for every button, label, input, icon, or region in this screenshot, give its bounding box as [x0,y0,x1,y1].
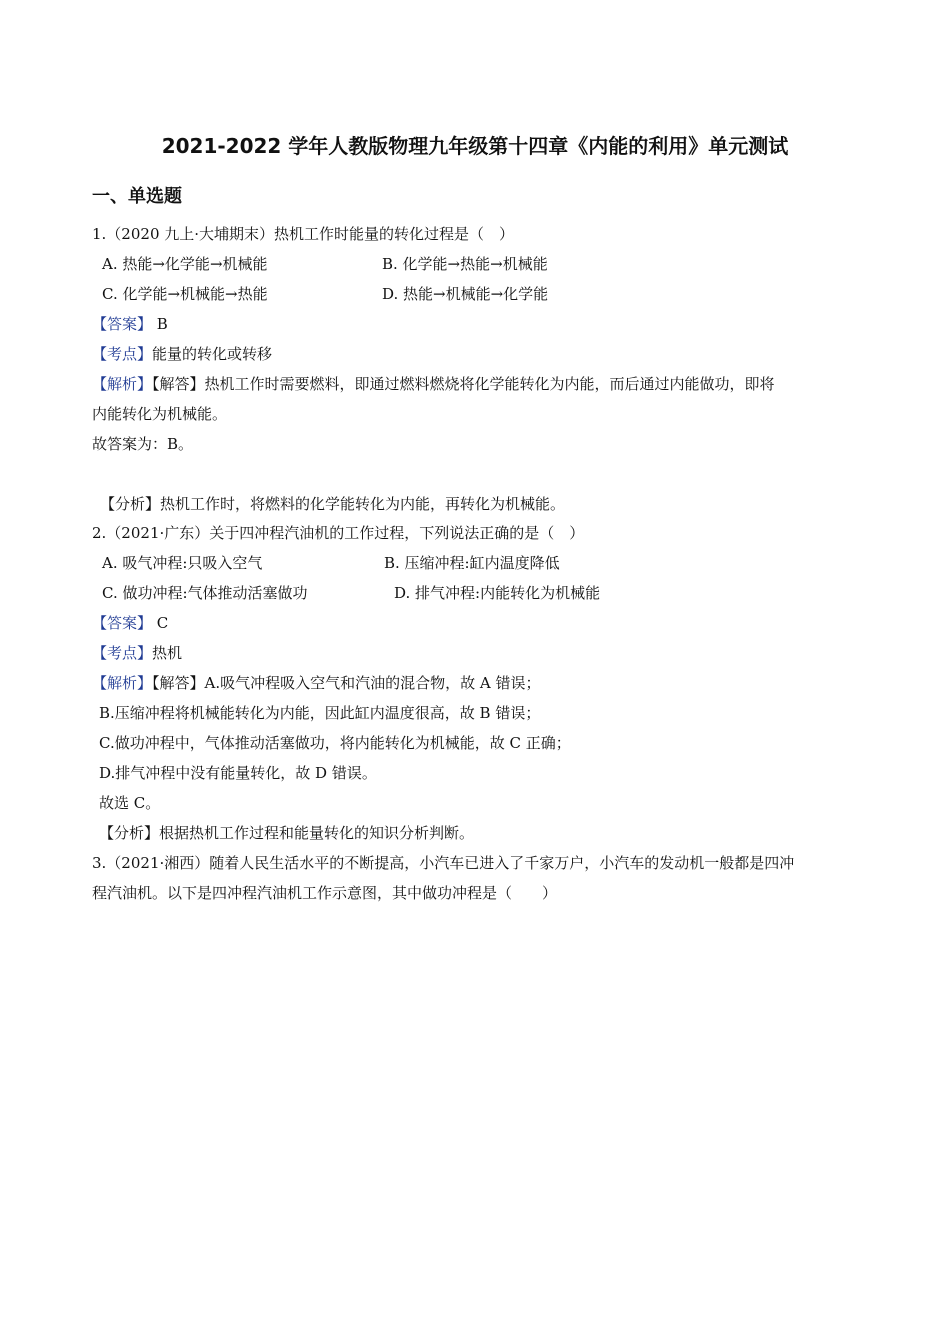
q2-line-c: C.做功冲程中，气体推动活塞做功，将内能转化为机械能，故 C 正确； [99,734,571,752]
q2-answer-value: C [152,614,169,632]
q2-line-b: B.压缩冲程将机械能转化为内能，因此缸内温度很高，故 B 错误； [99,704,541,722]
q1-stem: 1.（2020 九上·大埔期末）热机工作时能量的转化过程是（ ） [92,225,515,243]
point-label: 【考点】 [92,644,153,662]
q2-point [92,638,182,668]
q1-option-d[interactable]: D. 热能→机械能→化学能 [382,285,549,303]
q1-point-value: 能量的转化或转移 [152,345,273,363]
q2-stem: 2.（2021·广东）关于四冲程汽油机的工作过程，下列说法正确的是（ ） [92,524,585,542]
q3-stem-cont: 程汽油机。以下是四冲程汽油机工作示意图，其中做功冲程是（ ） [92,884,558,902]
q2-conclusion: 故选 C。 [99,794,161,812]
q2-analysis [92,668,541,698]
q1-analysis-text: 【解答】热机工作时需要燃料，即通过燃料燃烧将化学能转化为内能，而后通过内能做功，即将 [152,375,775,393]
q1-analysis [92,369,775,399]
q1-option-a[interactable]: A. 热能→化学能→机械能 [102,255,268,273]
q1-option-c[interactable]: C. 化学能→机械能→热能 [102,285,268,303]
q1-analysis-cont: 内能转化为机械能。 [92,405,228,423]
q2-option-a[interactable]: A. 吸气冲程:只吸入空气 [102,554,263,572]
q2-line-d: D.排气冲程中没有能量转化，故 D 错误。 [99,764,377,782]
answer-label: 【答案】 [92,315,153,333]
q1-answer-value: B [152,315,168,333]
q2-option-c[interactable]: C. 做功冲程:气体推动活塞做功 [102,584,308,602]
q1-point [92,339,272,369]
analysis-label: 【解析】 [92,674,153,692]
point-label: 【考点】 [92,345,153,363]
q2-analysis-text: 【解答】A.吸气冲程吸入空气和汽油的混合物，故 A 错误； [152,674,541,692]
q1-answer [92,309,168,339]
q2-option-d[interactable]: D. 排气冲程:内能转化为机械能 [394,584,601,602]
section-heading: 一、单选题 [92,186,182,207]
q2-answer [92,608,168,638]
answer-label: 【答案】 [92,614,153,632]
q1-conclusion: 故答案为：B。 [92,435,194,453]
q2-option-b[interactable]: B. 压缩冲程:缸内温度降低 [384,554,560,572]
q1-option-b[interactable]: B. 化学能→热能→机械能 [382,255,548,273]
document-title: 2021-2022 学年人教版物理九年级第十四章《内能的利用》单元测试 [161,134,789,158]
q1-summary: 【分析】热机工作时，将燃料的化学能转化为内能，再转化为机械能。 [100,495,566,513]
q3-stem: 3.（2021·湘西）随着人民生活水平的不断提高，小汽车已进入了千家万户，小汽车的发动机一般都是四冲 [92,854,795,872]
analysis-label: 【解析】 [92,375,153,393]
q2-summary: 【分析】根据热机工作过程和能量转化的知识分析判断。 [99,824,475,842]
q2-point-value: 热机 [152,644,183,662]
